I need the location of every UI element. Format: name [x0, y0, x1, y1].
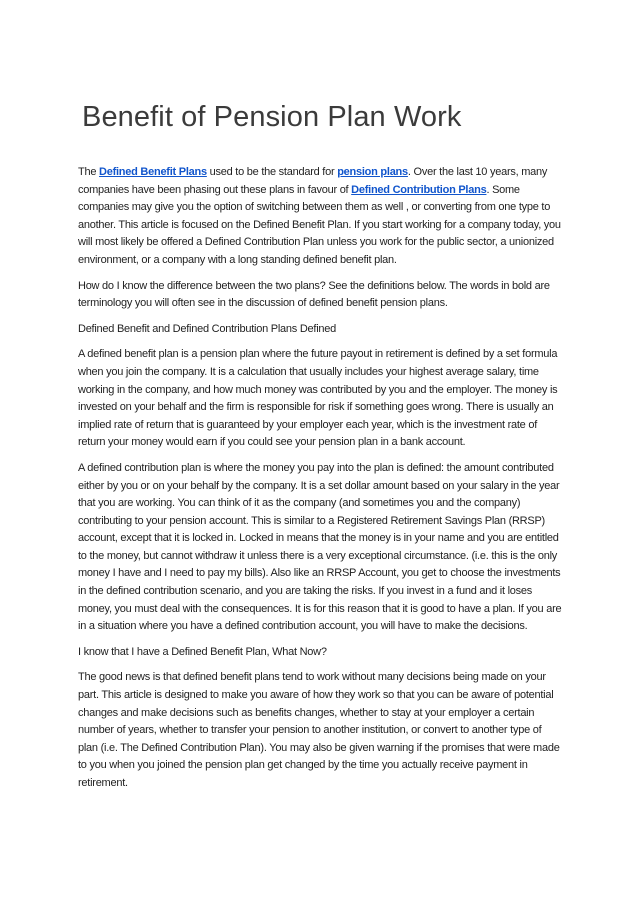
- intro-text-1: The: [78, 166, 100, 178]
- defined-contribution-plans-link[interactable]: Defined Contribution Plans: [351, 183, 487, 196]
- section-heading-definitions: Defined Benefit and Defined Contribution Plans Defined: [78, 322, 337, 335]
- paragraph-intro: [78, 164, 562, 270]
- intro-text-3: . Over the last 10 years, many companies have been phasing out these plans in favour of: [78, 166, 548, 196]
- intro-text-4: . Some companies may give you the option of switching between them as well , or converting from one type to another. This article is focused on the Defined Benefit Plan. If you start working for a company today, you will most likely be offered a Defined Contribution Plan unless you work for the public sector, a unionized environment, or a company with a long standing defined benefit plan.: [78, 183, 561, 266]
- paragraph-good-news: The good news is that defined benefit plans tend to work without many decisions being made on your part. This article is designed to make you aware of how they work so that you can be aware of potential changes and make decisions such as benefits changes, whether to stay at your employer a certain number of years, whether to transfer your pension to another institution, or convert to another type of plan (i.e. The Defined Contribution Plan). You may also be given warning if the promises that were made to you when you joined the pension plan get changed by the time you actually receive payment in retirement.: [78, 671, 560, 789]
- page-title: Benefit of Pension Plan Work: [82, 101, 462, 133]
- paragraph-defined-benefit: A defined benefit plan is a pension plan where the future payout in retirement is defined by a set formula when you join the company. It is a calculation that usually includes your highest average salary, time working in the company, and how much money was contributed by you and the employer. The money is invested on your behalf and the firm is responsible for risk if something goes wrong. There is usually an implied rate of return that is guaranteed by your employer each year, which is the investment rate of return your money would earn if you could see your pension plan in a bank account.: [78, 348, 558, 449]
- defined-benefit-plans-link[interactable]: Defined Benefit Plans: [99, 166, 207, 178]
- paragraph-difference: How do I know the difference between the two plans? See the definitions below. The words in bold are terminology you will often see in the discussion of defined benefit pension plans.: [78, 279, 550, 310]
- section-heading-what-now: I know that I have a Defined Benefit Plan, What Now?: [78, 645, 327, 658]
- article-body: [78, 164, 562, 801]
- intro-text-2: used to be the standard for: [206, 166, 338, 178]
- paragraph-defined-contribution: A defined contribution plan is where the money you pay into the plan is defined: the amount contributed either by you or on your behalf by the company. It is a set dollar amount based on your salary in the year that you are working. You can think of it as the company (and sometimes you and the company) contributing to your pension account. This is similar to a Registered Retirement Savings Plan (RRSP) account, except that it is locked in. Locked in means that the money is in your name and you are entitled to the money, but cannot withdraw it unless there is a very exceptional circumstance. (i.e. this is the only money I have and I need to pay my bills). Also like an RRSP Account, you get to choose the investments in the defined contribution scenario, and you are taking the risks. If you invest in a fund and it loses money, you must deal with the consequences. It is for this reason that it is good to have a plan. If you are in a situation where you have a defined contribution account, you will have to make the decisions.: [78, 461, 562, 633]
- pension-plans-link[interactable]: pension plans: [337, 166, 408, 178]
